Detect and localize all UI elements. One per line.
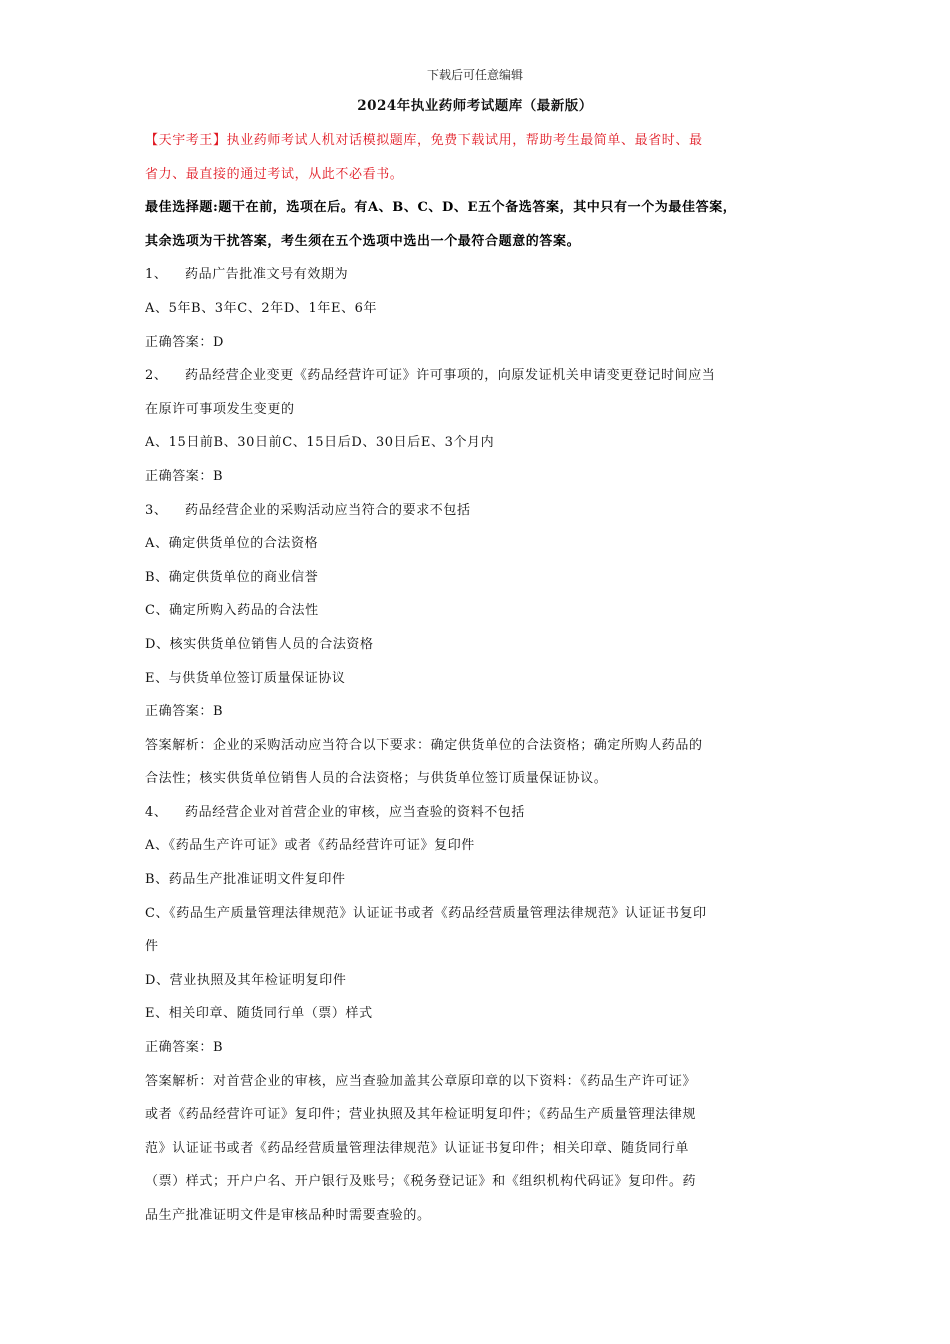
question-4-option-b: B、药品生产批准证明文件复印件 — [145, 872, 346, 888]
question-4-option-c-cont: 件 — [145, 939, 159, 955]
question-3-option-e: E、与供货单位签订质量保证协议 — [145, 670, 346, 686]
promo-line-2: 省力、最直接的通过考试，从此不必看书。 — [145, 166, 404, 182]
question-2-stem-cont: 在原许可事项发生变更的 — [145, 401, 295, 417]
question-1-options: A、5年B、3年C、2年D、1年E、6年 — [145, 300, 378, 316]
question-3-stem — [145, 494, 811, 528]
document-title: 2024年执业药师考试题库（最新版） — [357, 98, 593, 114]
question-number: 3、 — [145, 502, 168, 518]
question-4-option-e: E、相关印章、随货同行单（票）样式 — [145, 1006, 373, 1022]
question-text: 药品经营企业变更《药品经营许可证》许可事项的，向原发证机关申请变更登记时间应当 — [185, 368, 716, 384]
question-text: 药品广告批准文号有效期为 — [185, 267, 349, 283]
question-4-option-a: A、《药品生产许可证》或者《药品经营许可证》复印件 — [145, 838, 475, 854]
question-3-option-a: A、确定供货单位的合法资格 — [145, 536, 319, 552]
question-3-option-d: D、核实供货单位销售人员的合法资格 — [145, 636, 374, 652]
question-2-stem — [145, 359, 811, 393]
question-4-analysis-line-3: 范》认证证书或者《药品经营质量管理法律规范》认证证书复印件；相关印章、随货同行单 — [145, 1140, 690, 1156]
instruction-line-1: 最佳选择题:题干在前，选项在后。有A、B、C、D、E五个备选答案，其中只有一个为最佳答案， — [145, 200, 737, 216]
question-1-answer: 正确答案：D — [145, 334, 225, 350]
question-3-option-b: B、确定供货单位的商业信誉 — [145, 569, 319, 585]
question-4-analysis-line-1: 答案解析：对首营企业的审核，应当查验加盖其公章原印章的以下资料：《药品生产许可证》 — [145, 1073, 697, 1089]
question-2-options: A、15日前B、30日前C、15日后D、30日后E、3个月内 — [145, 435, 495, 451]
question-number: 1、 — [145, 267, 168, 283]
question-4-analysis-line-5: 品生产批准证明文件是审核品种时需要查验的。 — [145, 1208, 431, 1223]
question-4-stem — [145, 796, 811, 830]
question-4-answer: 正确答案：B — [145, 1040, 224, 1056]
question-3-option-c: C、确定所购入药品的合法性 — [145, 603, 319, 619]
question-4-analysis-line-2: 或者《药品经营许可证》复印件；营业执照及其年检证明复印件；《药品生产质量管理法律规 — [145, 1107, 697, 1123]
question-2-answer: 正确答案：B — [145, 468, 224, 484]
question-3-answer: 正确答案：B — [145, 704, 224, 720]
question-number: 4、 — [145, 804, 168, 820]
promo-line-1: 【天宇考王】执业药师考试人机对话模拟题库，免费下载试用，帮助考生最简单、最省时、最 — [145, 133, 703, 148]
question-text: 药品经营企业的采购活动应当符合的要求不包括 — [185, 502, 471, 518]
question-4-analysis-line-4: （票）样式；开户户名、开户银行及账号；《税务登记证》和《组织机构代码证》复印件。药 — [145, 1174, 697, 1190]
header-note: 下载后可任意编辑 — [426, 68, 523, 82]
question-3-analysis-line-2: 合法性；核实供货单位销售人员的合法资格；与供货单位签订质量保证协议。 — [145, 771, 608, 787]
document-body — [145, 124, 811, 1233]
question-text: 药品经营企业对首营企业的审核，应当查验的资料不包括 — [185, 804, 526, 820]
question-1-stem — [145, 258, 811, 292]
question-3-analysis-line-1: 答案解析：企业的采购活动应当符合以下要求：确定供货单位的合法资格；确定所购人药品的 — [145, 737, 703, 753]
instruction-line-2: 其余选项为干扰答案，考生须在五个选项中选出一个最符合题意的答案。 — [145, 233, 581, 249]
question-4-option-d: D、营业执照及其年检证明复印件 — [145, 972, 347, 988]
question-number: 2、 — [145, 368, 168, 384]
question-4-option-c: C、《药品生产质量管理法律规范》认证证书或者《药品经营质量管理法律规范》认证证书复印 — [145, 905, 707, 921]
